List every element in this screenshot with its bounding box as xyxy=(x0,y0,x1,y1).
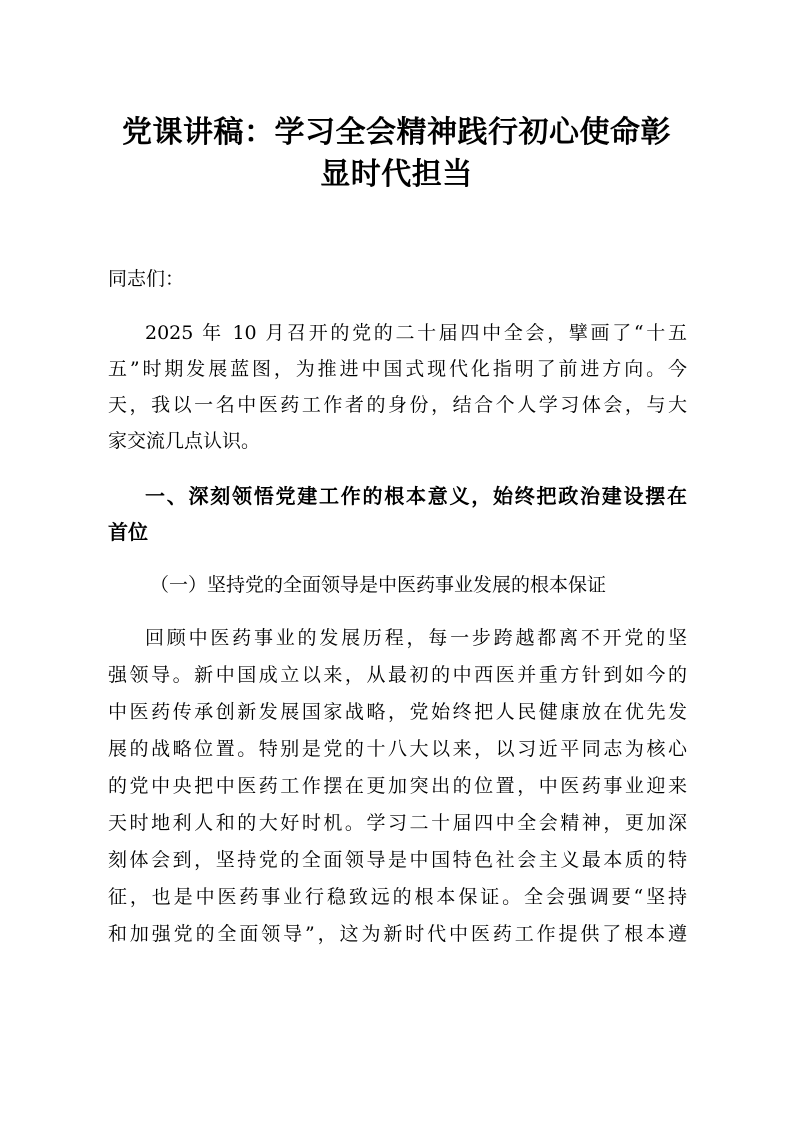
body-line: 和加强党的全面领导”，这为新时代中医药工作提供了根本遵 xyxy=(108,923,687,945)
intro-line: 家交流几点认识。 xyxy=(108,430,261,452)
title-line: 显时代担当 xyxy=(320,157,473,192)
body-line: 天时地利人和的大好时机。学习二十届四中全会精神，更加深 xyxy=(108,812,687,834)
intro-line: 天，我以一名中医药工作者的身份，结合个人学习体会，与大 xyxy=(108,394,687,416)
body-line: 的党中央把中医药工作摆在更加突出的位置，中医药事业迎来 xyxy=(108,775,687,797)
title-line: 党课讲稿：学习全会精神践行初心使命彰 xyxy=(122,115,671,150)
body-line: 回顾中医药事业的发展历程，每一步跨越都离不开党的坚 xyxy=(145,627,687,649)
body-line: 刻体会到，坚持党的全面领导是中国特色社会主义最本质的特 xyxy=(108,849,687,871)
subsection-heading: （一）坚持党的全面领导是中医药事业发展的根本保证 xyxy=(150,574,607,596)
intro-line: 2025 年 10 月召开的党的二十届四中全会，擘画了“十五 xyxy=(145,322,687,344)
body-line: 征，也是中医药事业行稳致远的根本保证。全会强调要“坚持 xyxy=(108,886,687,908)
body-line: 中医药传承创新发展国家战略，党始终把人民健康放在优先发 xyxy=(108,701,687,723)
intro-line: 五”时期发展蓝图，为推进中国式现代化指明了前进方向。今 xyxy=(108,358,687,380)
section-heading: 首位 xyxy=(108,520,148,544)
salutation: 同志们： xyxy=(108,268,185,290)
body-line: 展的战略位置。特别是党的十八大以来，以习近平同志为核心 xyxy=(108,738,687,760)
body-line: 强领导。新中国成立以来，从最初的中西医并重方针到如今的 xyxy=(108,664,687,686)
document-title xyxy=(100,112,693,196)
section-heading: 一、深刻领悟党建工作的根本意义，始终把政治建设摆在 xyxy=(145,484,687,508)
